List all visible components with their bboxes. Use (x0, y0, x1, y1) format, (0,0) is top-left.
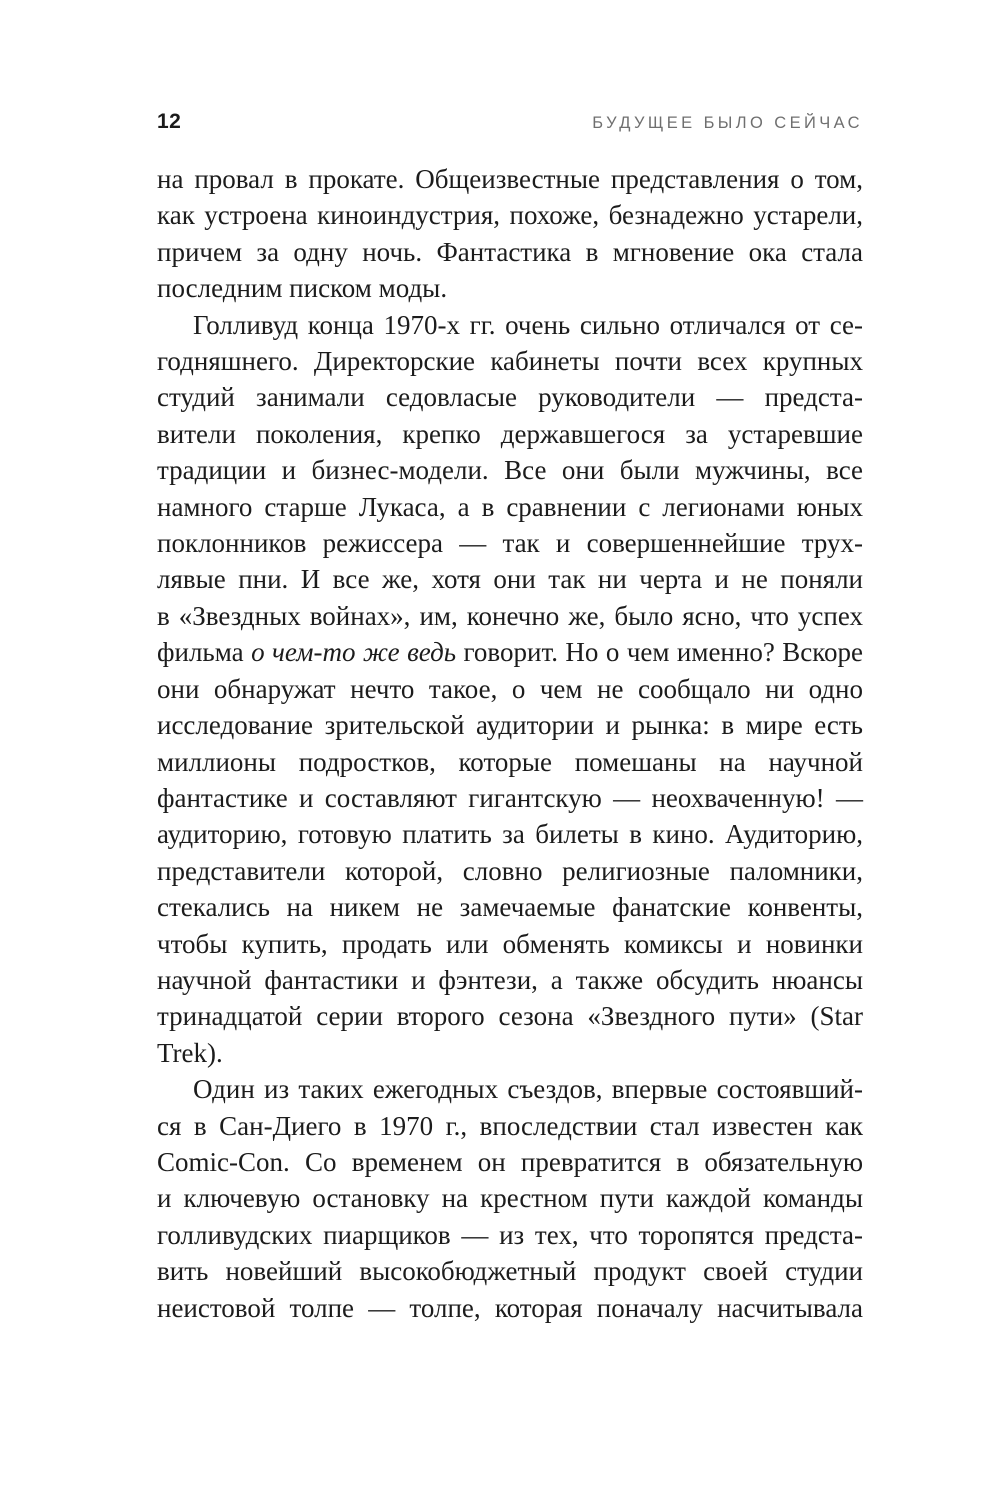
text-line: причем за одну ночь. Фантастика в мгновение ока стала (157, 236, 863, 267)
paragraph (157, 307, 863, 1072)
text-line: Comic-Con. Со временем он превратится в обязательную (157, 1146, 863, 1177)
text-line: намного старше Лукаса, а в сравнении с легионами юных (157, 491, 863, 522)
text-line: как устроена киноиндустрия, похоже, безнадежно устарели, (157, 200, 863, 231)
text-line: студий занимали седовласые руководители — предста- (157, 382, 863, 413)
emphasis-text: о чем-то же ведь (251, 637, 457, 668)
text-line: Один из таких ежегодных съездов, впервые состоявший- (193, 1074, 863, 1105)
text-line: и ключевую остановку на крестном пути каждой команды (157, 1183, 863, 1214)
running-header (157, 110, 863, 134)
paragraph (157, 1071, 863, 1326)
text-line: ся в Сан-Диего в 1970 г., впоследствии стал известен как (157, 1110, 863, 1141)
text-line: на провал в прокате. Общеизвестные представления о том, (157, 164, 863, 194)
body-text (157, 161, 863, 1326)
plain-text: говорит. Но о чем именно? Вскоре (456, 637, 863, 668)
text-line: поклонников режиссера — так и совершеннейшие трух- (157, 528, 863, 559)
paragraph (157, 161, 863, 307)
text-line: тринадцатой серии второго сезона «Звездного пути» (Star (157, 1001, 863, 1032)
text-line: последним писком моды. (157, 273, 448, 304)
text-line: научной фантастики и фэнтези, а также обсудить нюансы (157, 964, 863, 995)
text-line: Trek). (157, 1037, 223, 1068)
text-line: в «Звездных войнах», им, конечно же, было ясно, что успех (157, 600, 863, 631)
running-title: БУДУЩЕЕ БЫЛО СЕЙЧАС (592, 114, 863, 132)
text-line: миллионы подростков, которые помешаны на научной (157, 746, 863, 777)
text-line: неистовой толпе — толпе, которая поначалу насчитывала (157, 1292, 863, 1323)
text-line: традиции и бизнес-модели. Все они были мужчины, все (157, 455, 863, 486)
text-line: вители поколения, крепко державшегося за устаревшие (157, 418, 863, 449)
text-line: они обнаружат нечто такое, о чем не сообщало ни одно (157, 673, 863, 704)
text-line: голливудских пиарщиков — из тех, что торопятся предста- (157, 1219, 863, 1250)
text-line: годняшнего. Директорские кабинеты почти всех крупных (157, 346, 863, 377)
text-line: Голливуд конца 1970-х гг. очень сильно отличался от се- (193, 309, 863, 340)
page-number: 12 (157, 110, 182, 133)
text-line: исследование зрительской аудитории и рынка: в мире есть (157, 710, 863, 741)
text-line: чтобы купить, продать или обменять комиксы и новинки (157, 928, 863, 959)
plain-text: фильма (157, 637, 252, 668)
text-line: стекались на никем не замечаемые фанатские конвенты, (157, 892, 863, 923)
text-line (157, 634, 863, 670)
text-line: представители которой, словно религиозные паломники, (157, 855, 863, 886)
text-line: аудиторию, готовую платить за билеты в кино. Аудиторию, (157, 819, 863, 850)
text-line: фантастике и составляют гигантскую — неохваченную! — (157, 782, 863, 813)
text-line: вить новейший высокобюджетный продукт своей студии (157, 1256, 863, 1287)
text-line: лявые пни. И все же, хотя они так ни черта и не поняли (157, 564, 863, 595)
